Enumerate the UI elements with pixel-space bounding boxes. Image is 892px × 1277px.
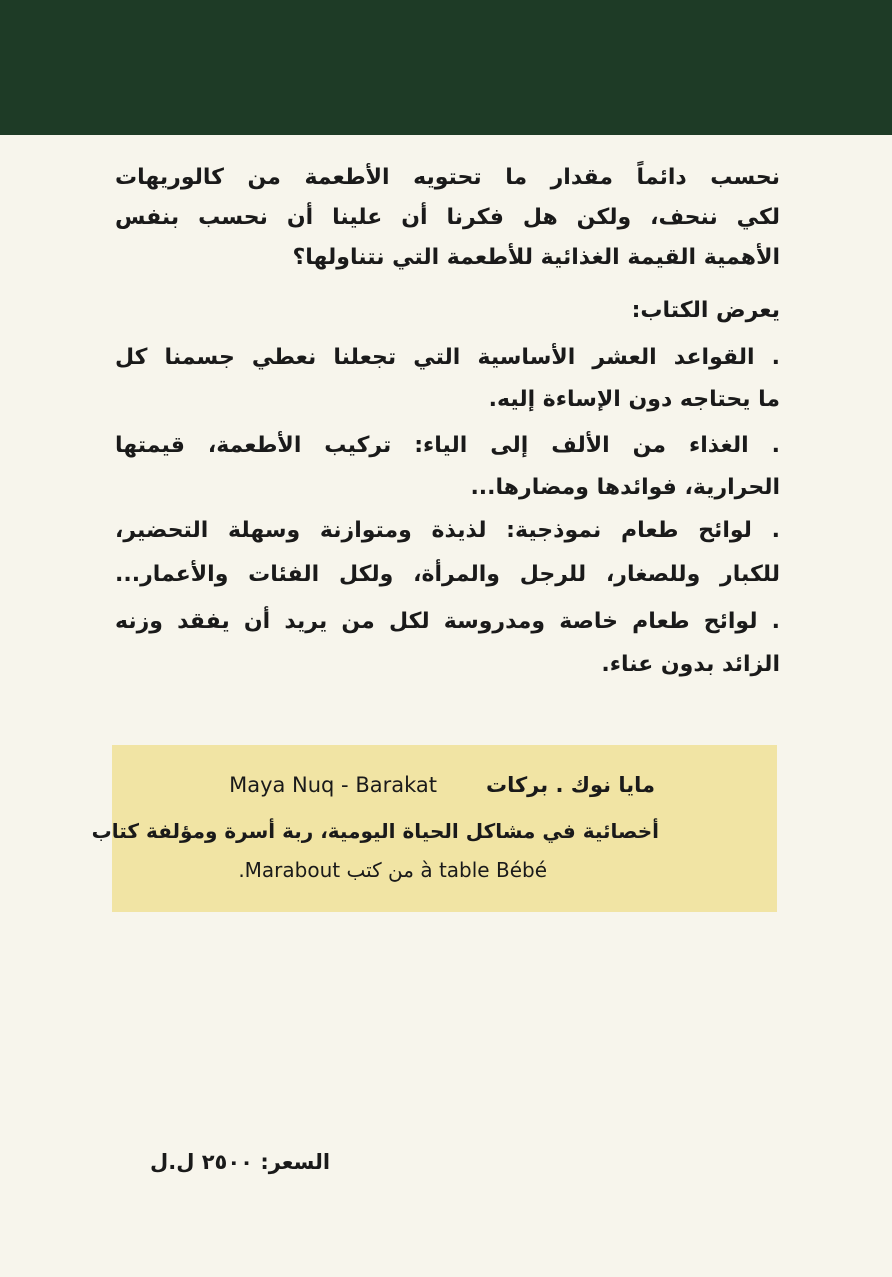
list-item: للكبار وللصغار، للرجل والمرأة، ولكل الفئات والأعمار... bbox=[115, 562, 780, 587]
list-item: الحرارية، فوائدها ومضارها... bbox=[470, 475, 780, 500]
blurb-line: نحسب دائماً مقدار ما تحتويه الأطعمة من كالوريهات bbox=[115, 165, 780, 190]
author-name-ar: مايا نوك . بركات bbox=[485, 773, 655, 797]
cover-top-band bbox=[0, 0, 892, 135]
list-item: . الغذاء من الألف إلى الياء: تركيب الأطعمة، قيمتها bbox=[115, 433, 780, 458]
list-item: الزائد بدون عناء. bbox=[601, 652, 780, 677]
list-item: ما يحتاجه دون الإساءة إليه. bbox=[488, 387, 780, 412]
list-item: . لوائح طعام نموذجية: لذيذة ومتوازنة وسهلة التحضير، bbox=[115, 518, 780, 543]
author-name-en: Maya Nuq - Barakat bbox=[229, 773, 437, 797]
price: السعر: ٢٥٠٠ ل.ل bbox=[150, 1150, 331, 1174]
author-bio: أخصائية في مشاكل الحياة اليومية، ربة أسرة ومؤلفة كتاب bbox=[91, 819, 659, 843]
author-box bbox=[91, 745, 777, 912]
list-item: . لوائح طعام خاصة ومدروسة لكل من يريد أن يفقد وزنه bbox=[115, 609, 780, 634]
author-bio-line2: à table Bébé من كتب Marabout. bbox=[238, 858, 547, 882]
section-heading: يعرض الكتاب: bbox=[631, 298, 780, 323]
list-item: . القواعد العشر الأساسية التي تجعلنا نعطي جسمنا كل bbox=[115, 345, 780, 370]
blurb-line: لكي ننحف، ولكن هل فكرنا أن علينا أن نحسب بنفس bbox=[115, 205, 780, 230]
blurb-line: الأهمية القيمة الغذائية للأطعمة التي نتناولها؟ bbox=[292, 245, 780, 270]
